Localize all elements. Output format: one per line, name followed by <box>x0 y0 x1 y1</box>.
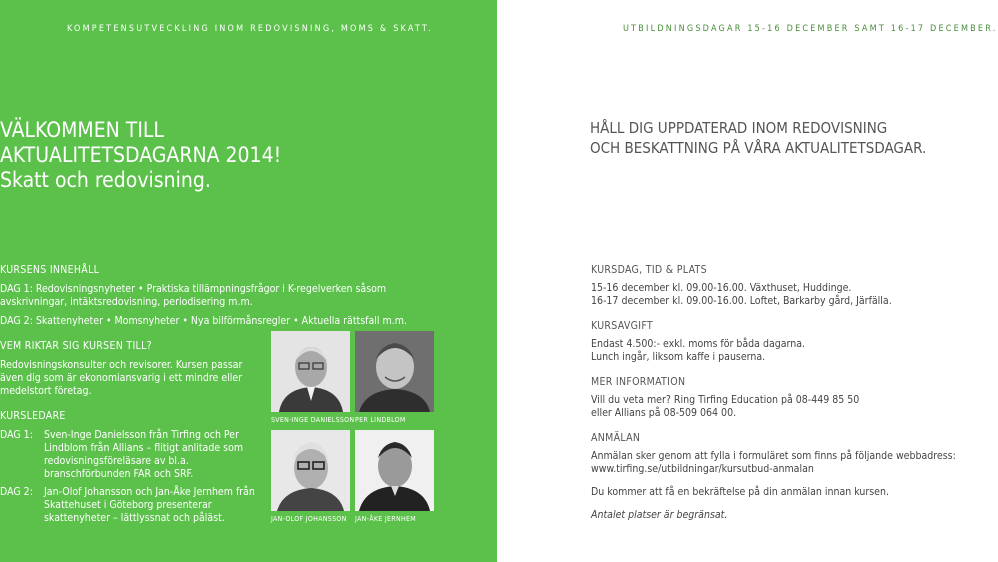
target-audience-heading: VEM RIKTAR SIG KURSEN TILL? <box>0 340 152 352</box>
caption-jan-olof-johansson: JAN-OLOF JOHANSSON <box>271 515 347 523</box>
info-line-2: eller Allians på 08-509 064 00. <box>591 407 737 419</box>
info-line-1: Vill du veta mer? Ring Tirfing Education på 08-449 85 50 <box>591 394 860 406</box>
leaders-day1-text: Sven-Inge Danielsson från Tirfing och Per Lindblom från Allians – flitigt anlitade som redovisningsföreläsare av bl.a. branschförbunden FAR och SRF. <box>44 429 244 480</box>
update-headline <box>590 118 926 158</box>
fee-section <box>591 320 959 364</box>
course-leaders-day2 <box>0 486 259 525</box>
day1-text: Redovisningsnyheter • Praktiska tillämpningsfrågor i K-regelverken såsom avskrivningar, intäktsredovisning, periodisering m.m. <box>0 283 387 308</box>
fee-heading: KURSAVGIFT <box>591 320 653 332</box>
day2-label: DAG 2: <box>0 315 33 327</box>
target-audience-text: Redovisningskonsulter och revisorer. Kursen passar även dig som är ekonomiansvarig i ett mindre eller medelstort företag. <box>0 359 243 397</box>
left-panel <box>0 0 497 562</box>
update-headline-line-2: OCH BESKATTNING PÅ VÅRA AKTUALITETSDAGAR. <box>590 139 927 157</box>
leaders-day1-label: DAG 1: <box>0 429 33 441</box>
leaders-day2-label: DAG 2: <box>0 486 33 498</box>
schedule-line-2: 16-17 december kl. 09.00-16.00. Loftet, Barkarby gård, Järfälla. <box>591 295 892 307</box>
headline-line-1: VÄLKOMMEN TILL <box>0 118 164 142</box>
registration-section <box>591 432 959 522</box>
confirmation-text: Du kommer att få en bekräftelse på din anmälan innan kursen. <box>591 486 889 498</box>
course-content-day1 <box>0 283 440 309</box>
schedule-section <box>591 264 959 308</box>
photo-jan-ake-jernhem <box>355 430 434 511</box>
photo-sven-inge-danielsson <box>271 331 350 412</box>
photo-jan-olof-johansson <box>271 430 350 511</box>
left-tagline: KOMPETENSUTVECKLING INOM REDOVISNING, MOMS & SKATT. <box>67 24 433 34</box>
caption-per-lindblom: PER LINDBLOM <box>355 416 406 424</box>
schedule-heading: KURSDAG, TID & PLATS <box>591 264 707 276</box>
course-leaders-heading: KURSLEDARE <box>0 410 66 422</box>
info-section <box>591 376 959 420</box>
day2-text: Skattenyheter • Momsnyheter • Nya bilförmånsregler • Aktuella rättsfall m.m. <box>35 315 407 327</box>
registration-heading: ANMÄLAN <box>591 432 641 444</box>
welcome-headline <box>0 118 281 193</box>
fee-line-2: Lunch ingår, liksom kaffe i pauserna. <box>591 351 766 363</box>
limited-seats-text: Antalet platser är begränsat. <box>591 509 728 521</box>
registration-line-1: Anmälan sker genom att fylla i formuläret som finns på följande webbadress: <box>591 450 956 462</box>
schedule-line-1: 15-16 december kl. 09.00-16.00. Växthuset, Huddinge. <box>591 282 852 294</box>
right-panel <box>497 0 998 562</box>
fee-line-1: Endast 4.500:- exkl. moms för båda dagarna. <box>591 338 806 350</box>
course-content-heading: KURSENS INNEHÅLL <box>0 264 100 276</box>
right-tagline: UTBILDNINGSDAGAR 15-16 DECEMBER SAMT 16-17 DECEMBER. <box>623 24 998 34</box>
leaders-day2-text: Jan-Olof Johansson och Jan-Åke Jernhem från Skattehuset i Göteborg presenterar skattenyheter – lättlyssnat och påläst. <box>44 486 255 524</box>
photo-per-lindblom <box>355 331 434 412</box>
registration-url[interactable]: www.tirfing.se/utbildningar/kursutbud-anmalan <box>591 463 814 475</box>
caption-jan-ake-jernhem: JAN-ÅKE JERNHEM <box>355 515 417 523</box>
course-content-day2 <box>0 315 460 328</box>
update-headline-line-1: HÅLL DIG UPPDATERAD INOM REDOVISNING <box>590 119 888 137</box>
day1-label: DAG 1: <box>0 283 33 295</box>
caption-sven-inge-danielsson: SVEN-INGE DANIELSSON <box>271 416 355 424</box>
headline-line-3: Skatt och redovisning. <box>0 168 211 192</box>
headline-line-2: AKTUALITETSDAGARNA 2014! <box>0 143 282 167</box>
info-heading: MER INFORMATION <box>591 376 686 388</box>
course-leaders-day1 <box>0 429 259 481</box>
